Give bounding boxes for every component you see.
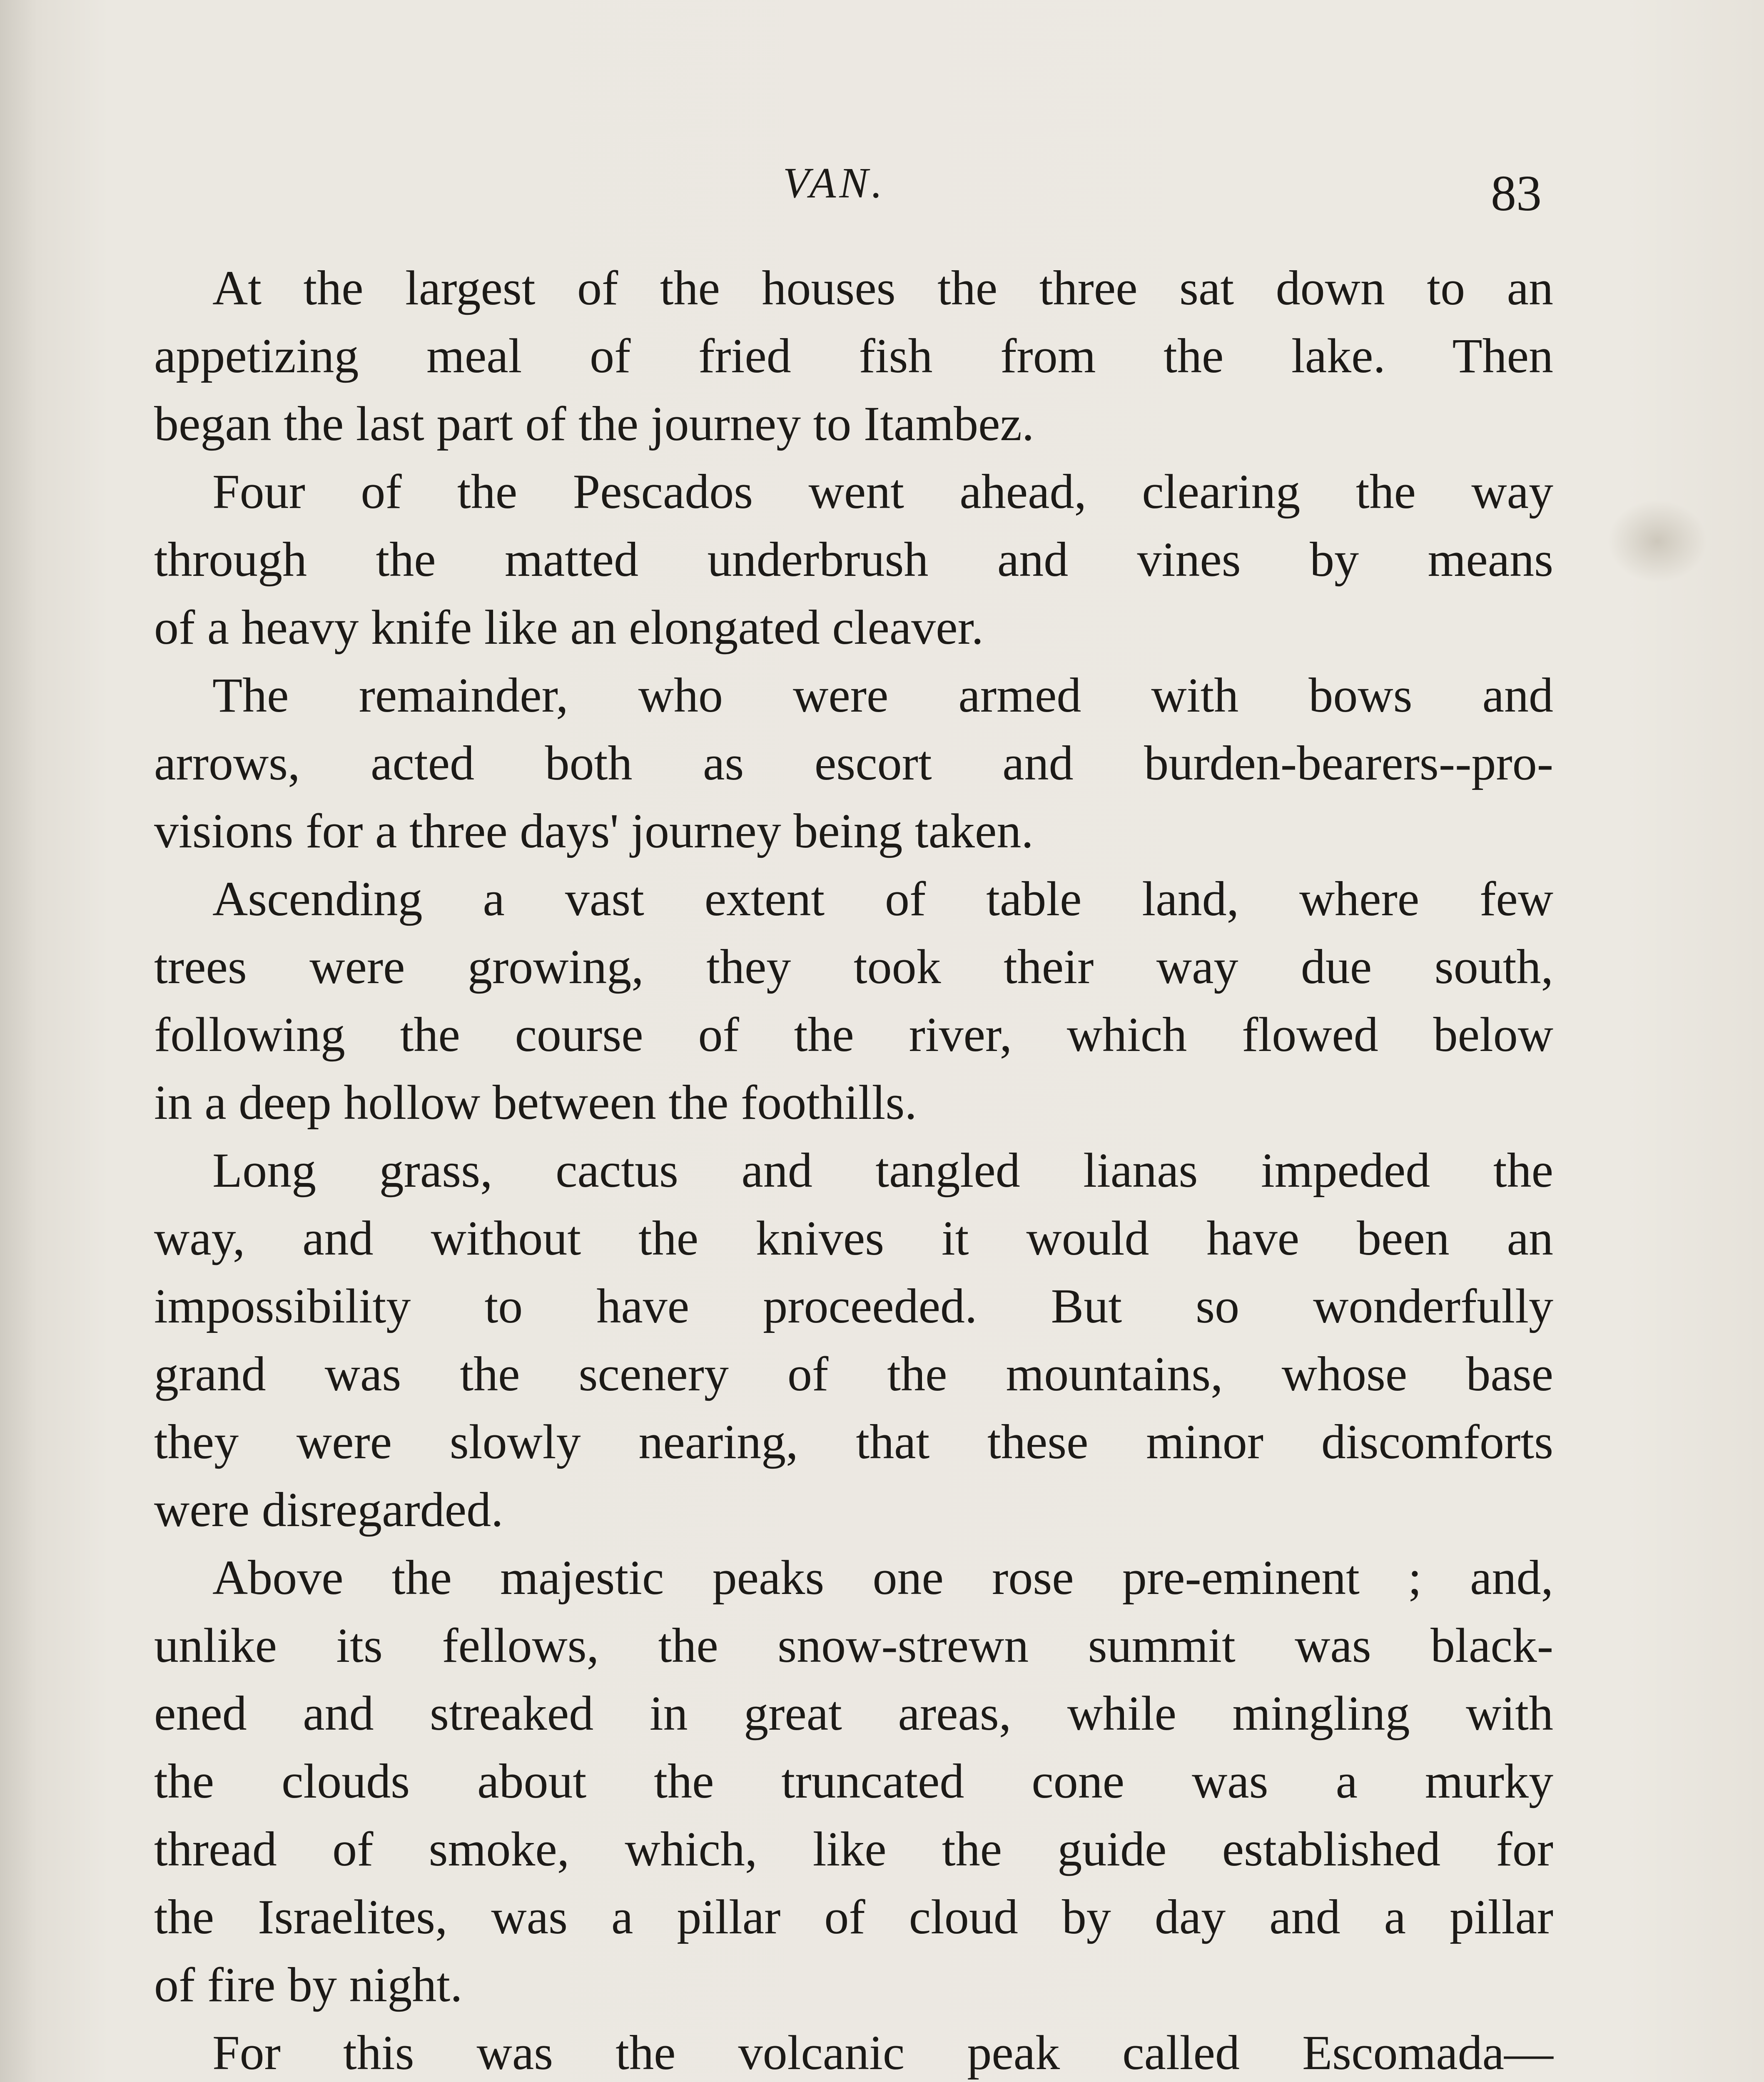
text-line: Long grass, cactus and tangled lianas impeded the <box>212 1143 1553 1198</box>
text-line: At the largest of the houses the three sat down to an <box>212 261 1553 315</box>
text-line: impossibility to have proceeded. But so wonderfully <box>154 1279 1553 1333</box>
text-line: were disregarded. <box>154 1482 503 1537</box>
paper-stain <box>1607 500 1707 583</box>
text-line: unlike its fellows, the snow-strewn summit was black- <box>154 1618 1553 1673</box>
body-text <box>154 254 1553 2082</box>
text-line: The remainder, who were armed with bows and <box>212 668 1553 722</box>
text-line: ened and streaked in great areas, while mingling with <box>154 1686 1553 1741</box>
paragraph <box>154 865 1553 1136</box>
text-line: visions for a three days' journey being taken. <box>154 804 1034 858</box>
text-line: For this was the volcanic peak called Escomada— <box>212 2025 1553 2080</box>
paragraph <box>154 254 1553 458</box>
text-line: they were slowly nearing, that these minor discomforts <box>154 1415 1553 1469</box>
text-line: way, and without the knives it would have been an <box>154 1211 1553 1265</box>
text-line: appetizing meal of fried fish from the lake. Then <box>154 329 1553 383</box>
paragraph <box>154 1136 1553 1544</box>
text-line: of fire by night. <box>154 1957 463 2012</box>
text-line: trees were growing, they took their way due south, <box>154 939 1553 994</box>
running-head: VAN. <box>783 159 886 207</box>
paragraph <box>154 458 1553 661</box>
text-line: in a deep hollow between the foothills. <box>154 1075 917 1130</box>
text-line: Four of the Pescados went ahead, clearing the way <box>212 464 1553 519</box>
text-line: the Israelites, was a pillar of cloud by day and a pillar <box>154 1890 1553 1944</box>
text-line: Ascending a vast extent of table land, where few <box>212 872 1553 926</box>
text-line: through the matted underbrush and vines by means <box>154 532 1553 587</box>
text-line: following the course of the river, which flowed below <box>154 1007 1553 1062</box>
text-line: arrows, acted both as escort and burden-bearers--pro- <box>154 736 1553 790</box>
paragraph <box>154 2019 1553 2082</box>
text-line: Above the majestic peaks one rose pre-eminent ; and, <box>212 1550 1553 1605</box>
paragraph <box>154 1544 1553 2019</box>
text-line: of a heavy knife like an elongated cleaver. <box>154 600 984 655</box>
page-number: 83 <box>1491 165 1542 222</box>
paragraph <box>154 661 1553 865</box>
text-line: grand was the scenery of the mountains, whose base <box>154 1347 1553 1401</box>
text-line: thread of smoke, which, like the guide established for <box>154 1822 1553 1876</box>
text-line: the clouds about the truncated cone was a murky <box>154 1754 1553 1808</box>
text-line: began the last part of the journey to Itambez. <box>154 396 1034 451</box>
